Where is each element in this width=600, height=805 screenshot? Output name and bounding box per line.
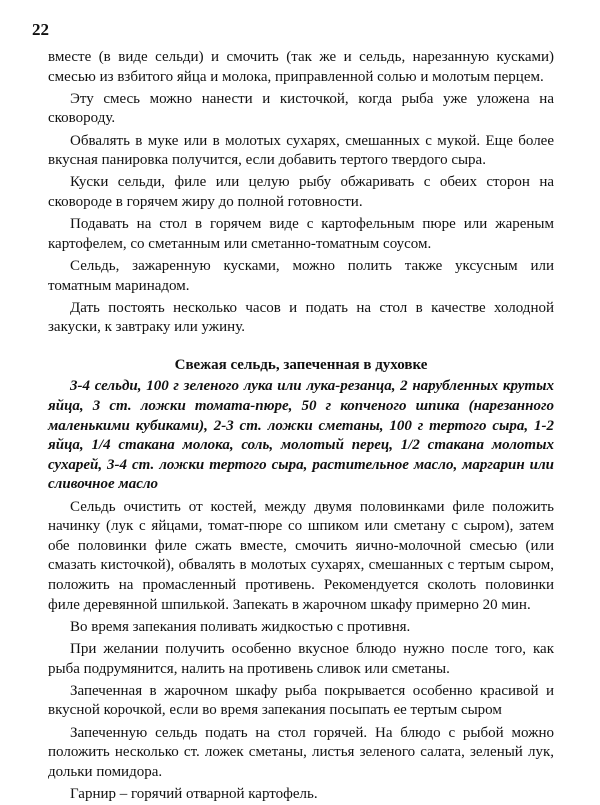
recipe-step: Во время запекания поливать жидкостью с противня. (70, 618, 411, 635)
recipe-ingredients: 3-4 сельди, 100 г зеленого лука или лука-резанца, 2 нарубленных крутых яйца, 3 ст. ложки томата-пюре, 50 г копченого шпика (нарезанного маленькими кубиками), 2-3 ст. ложки сметаны, 100 г тертого сыра, 1-2 яйца, 1/4 стакана молока, соль, молотый перец, 1/2 стакана молотых сухарей, 3-4 ст. ложки тертого сыра, растительное масло, маргарин или сливочное масло (48, 378, 554, 493)
paragraph: Дать постоять несколько часов и подать на стол в качестве холодной закуски, к завтраку или ужину. (48, 299, 554, 336)
paragraph: Сельдь, зажаренную кусками, можно полить также уксусным или томатным маринадом. (48, 257, 554, 294)
page-content (48, 48, 554, 805)
page-number: 22 (32, 20, 49, 39)
recipe-step: Гарнир – горячий отварной картофель. (70, 785, 318, 802)
paragraph: Обвалять в муке или в молотых сухарях, смешанных с мукой. Еще более вкусная панировка получится, если добавить тертого твердого сыра. (48, 132, 554, 169)
recipe-step: Запеченная в жарочном шкафу рыба покрывается особенно красивой и вкусной корочкой, если во время запекания посыпать ее тертым сыром (48, 682, 554, 719)
paragraph: Подавать на стол в горячем виде с картофельным пюре или жареным картофелем, со сметанным или сметанно-томатным соусом. (48, 216, 554, 252)
recipe-title: Свежая сельдь, запеченная в духовке (174, 356, 428, 373)
recipe-step: При желании получить особенно вкусное блюдо нужно после того, как рыба подрумянится, налить на противень сливок или сметаны. (48, 640, 554, 677)
paragraph: Эту смесь можно нанести и кисточкой, когда рыба уже уложена на сковороду. (48, 90, 554, 127)
paragraph: Куски сельди, филе или целую рыбу обжаривать с обеих сторон на сковороде в горячем жиру до полной готовности. (48, 174, 554, 210)
recipe-step: Запеченную сельдь подать на стол горячей. На блюдо с рыбой можно положить несколько ст. ложек сметаны, листья зеленого салата, зеленый лук, дольки помидора. (48, 724, 554, 780)
paragraph: вместе (в виде сельди) и смочить (так же и сельдь, нарезанную кусками) смесью из взбитого яйца и молока, приправленной солью и молотым перцем. (48, 49, 554, 85)
recipe-step: Сельдь очистить от костей, между двумя половинками филе положить начинку (лук с яйцами, томат-пюре со шпиком или сметану с сыром), затем обе половинки филе сжать вместе, смочить яично-молочной смесью (или смазать кисточкой), обвалять в молотых сухарях, смешанных с тертым сыром, положить на промасленный противень. Рекомендуется сколоть половинки филе деревянной шпилькой. Запекать в жарочном шкафу примерно 20 мин. (48, 498, 554, 613)
